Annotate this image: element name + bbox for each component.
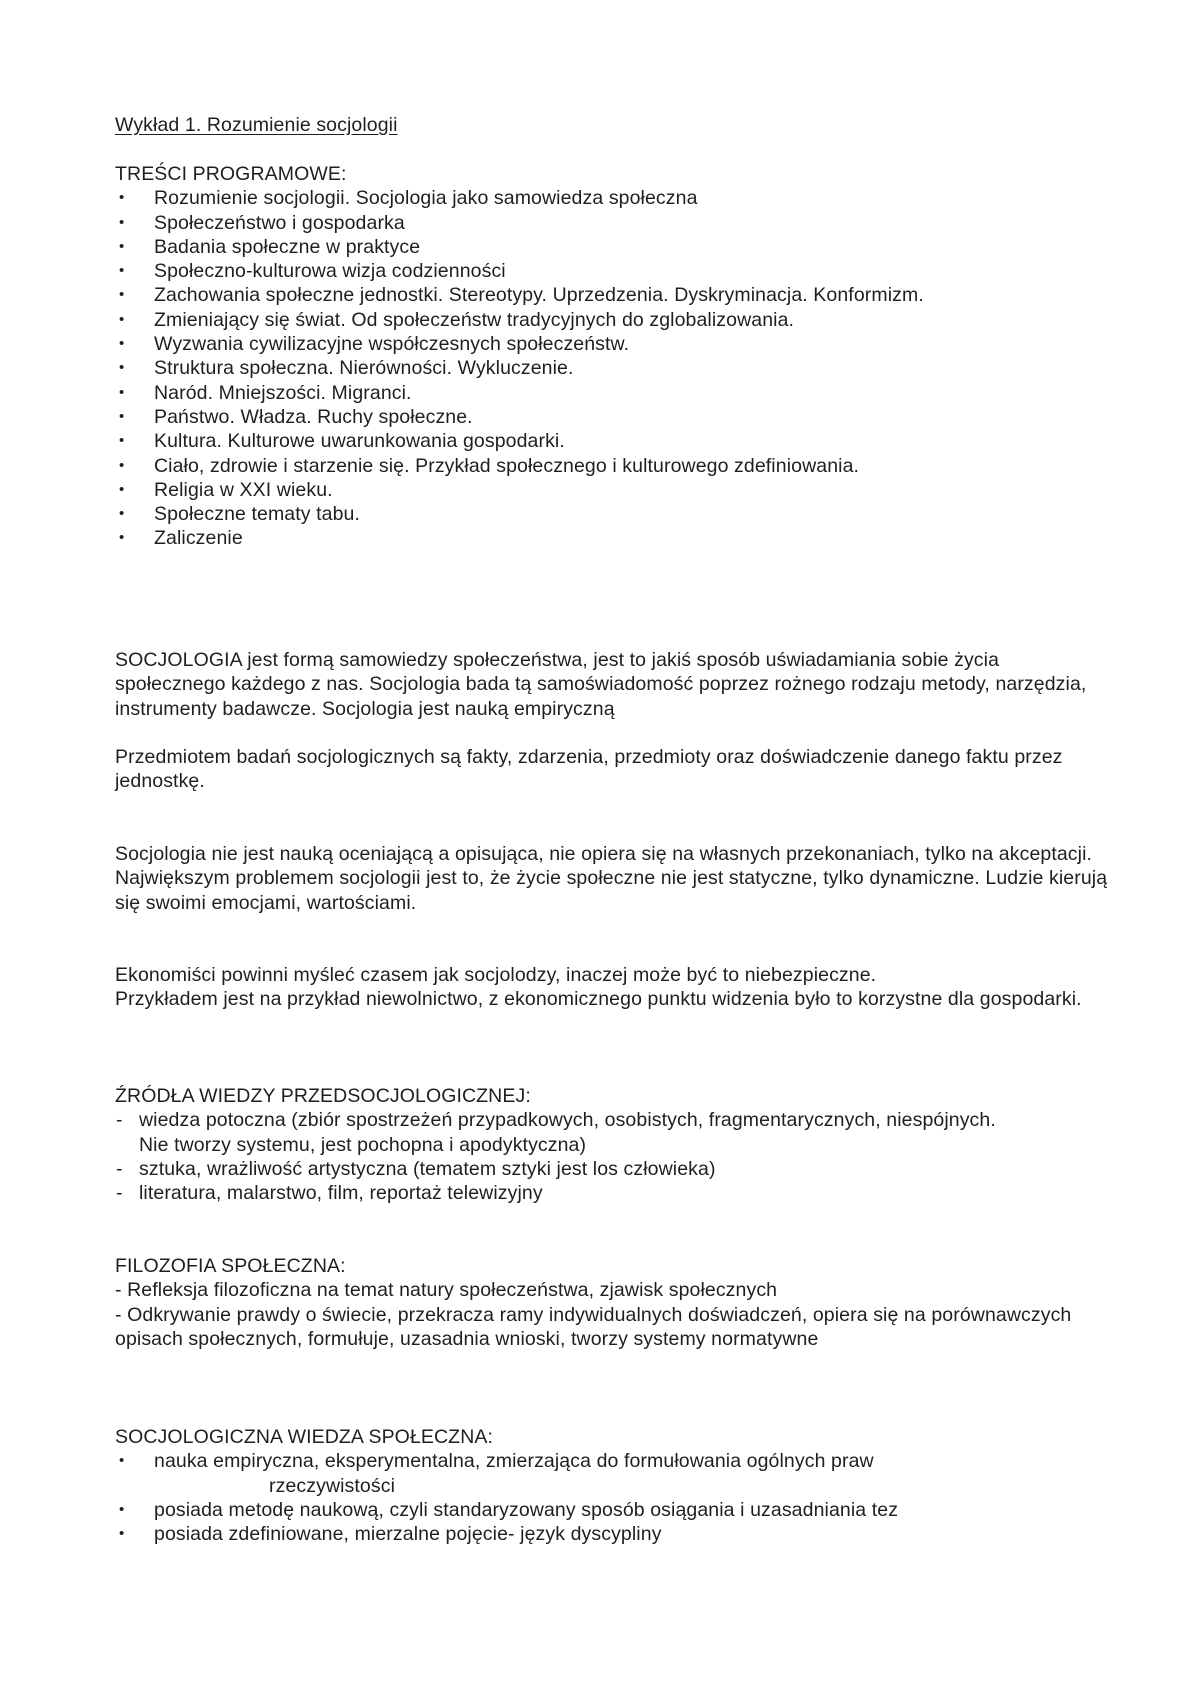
paragraph-sociology-definition: SOCJOLOGIA jest formą samowiedzy społeczeństwa, jest to jakiś sposób uświadamiania sobie życia społecznego każdego z nas. Socjologia bada tą samoświadomość poprzez rożnego rodzaju metody, narzędzia, instrumenty badawcze. Socjologia jest nauką empiryczną	[115, 649, 1087, 720]
list-item: - wiedza potoczna (zbiór spostrzeżeń przypadkowych, osobistych, fragmentarycznych, niespójnych. Nie tworzy systemu, jest pochopna i apodyktyczna)	[115, 1108, 1015, 1157]
paragraph-biggest-problem: Największym problemem socjologii jest to, że życie społeczne nie jest statyczne, tylko dynamiczne. Ludzie kierują się swoimi emocjami, wartościami.	[115, 867, 1108, 914]
sources-list	[115, 1108, 1015, 1205]
philosophy-line-2: - Odkrywanie prawdy o świecie, przekracza ramy indywidualnych doświadczeń, opiera się na porównawczych opisach społecznych, formułuje, uzasadnia wnioski, tworzy systemy normatywne	[115, 1303, 1072, 1350]
list-item: • Religia w XXI wieku.	[115, 478, 1115, 502]
list-item: - sztuka, wrażliwość artystyczna (tematem sztyki jest los człowieka)	[115, 1157, 1015, 1181]
list-item: • Naród. Mniejszości. Migranci.	[115, 381, 1115, 405]
list-item: • Państwo. Władza. Ruchy społeczne.	[115, 405, 1115, 429]
philosophy-line-1: - Refleksja filozoficzna na temat natury społeczeństwa, zjawisk społecznych	[115, 1279, 778, 1302]
philosophy-section	[115, 1254, 1115, 1351]
sources-section	[115, 1084, 1115, 1205]
paragraph-research-subject: Przedmiotem badań socjologicznych są fakty, zdarzenia, przedmioty oraz doświadczenie danego faktu przez jednostkę.	[115, 746, 1063, 793]
list-item-continuation: rzeczywistości	[269, 1474, 395, 1497]
list-item-text: nauka empiryczna, eksperymentalna, zmierzająca do formułowania ogólnych praw	[154, 1450, 874, 1473]
program-section	[115, 162, 1115, 551]
program-list	[115, 186, 1115, 550]
list-item: • Wyzwania cywilizacyjne współczesnych społeczeństw.	[115, 332, 1115, 356]
list-item: • Społeczeństwo i gospodarka	[115, 211, 1115, 235]
paragraph-economists: Ekonomiści powinni myśleć czasem jak socjolodzy, inaczej może być to niebezpieczne.	[115, 964, 877, 986]
list-item: • Badania społeczne w praktyce	[115, 235, 1115, 259]
list-item: • Kultura. Kulturowe uwarunkowania gospodarki.	[115, 429, 1115, 453]
philosophy-heading: FILOZOFIA SPOŁECZNA:	[115, 1255, 346, 1277]
list-item: • Zaliczenie	[115, 526, 1115, 550]
list-item: • posiada zdefiniowane, mierzalne pojęcie- język dyscypliny	[115, 1522, 1115, 1546]
list-item	[115, 1449, 1115, 1498]
list-item: • Struktura społeczna. Nierówności. Wykluczenie.	[115, 356, 1115, 380]
program-heading: TREŚCI PROGRAMOWE:	[115, 163, 347, 185]
sociological-list	[115, 1449, 1115, 1546]
sources-heading: ŹRÓDŁA WIEDZY PRZEDSOCJOLOGICZNEJ:	[115, 1085, 531, 1107]
list-item: • Zmieniający się świat. Od społeczeństw tradycyjnych do zglobalizowania.	[115, 308, 1115, 332]
list-item: - literatura, malarstwo, film, reportaż telewizyjny	[115, 1181, 1015, 1205]
sociological-section	[115, 1425, 1115, 1546]
list-item: • Społeczno-kulturowa wizja codzienności	[115, 259, 1115, 283]
paragraph-not-evaluative: Socjologia nie jest nauką oceniającą a opisująca, nie opiera się na własnych przekonaniach, tylko na akceptacji.	[115, 843, 1093, 865]
sociological-heading: SOCJOLOGICZNA WIEDZA SPOŁECZNA:	[115, 1426, 493, 1448]
list-item: • Zachowania społeczne jednostki. Stereotypy. Uprzedzenia. Dyskryminacja. Konformizm.	[115, 283, 1115, 307]
list-item: • Społeczne tematy tabu.	[115, 502, 1115, 526]
paragraph-group-descriptive	[115, 842, 1115, 915]
list-item: • Ciało, zdrowie i starzenie się. Przykład społecznego i kulturowego zdefiniowania.	[115, 454, 1115, 478]
paragraph-slavery-example: Przykładem jest na przykład niewolnictwo, z ekonomicznego punktu widzenia było to korzystne dla gospodarki.	[115, 988, 1082, 1011]
paragraph-group-economists	[115, 963, 1115, 1012]
list-item: • posiada metodę naukową, czyli standaryzowany sposób osiągania i uzasadniania tez	[115, 1498, 1115, 1522]
list-item: • Rozumienie socjologii. Socjologia jako samowiedza społeczna	[115, 186, 1115, 210]
lecture-title: Wykład 1. Rozumienie socjologii	[115, 114, 398, 136]
